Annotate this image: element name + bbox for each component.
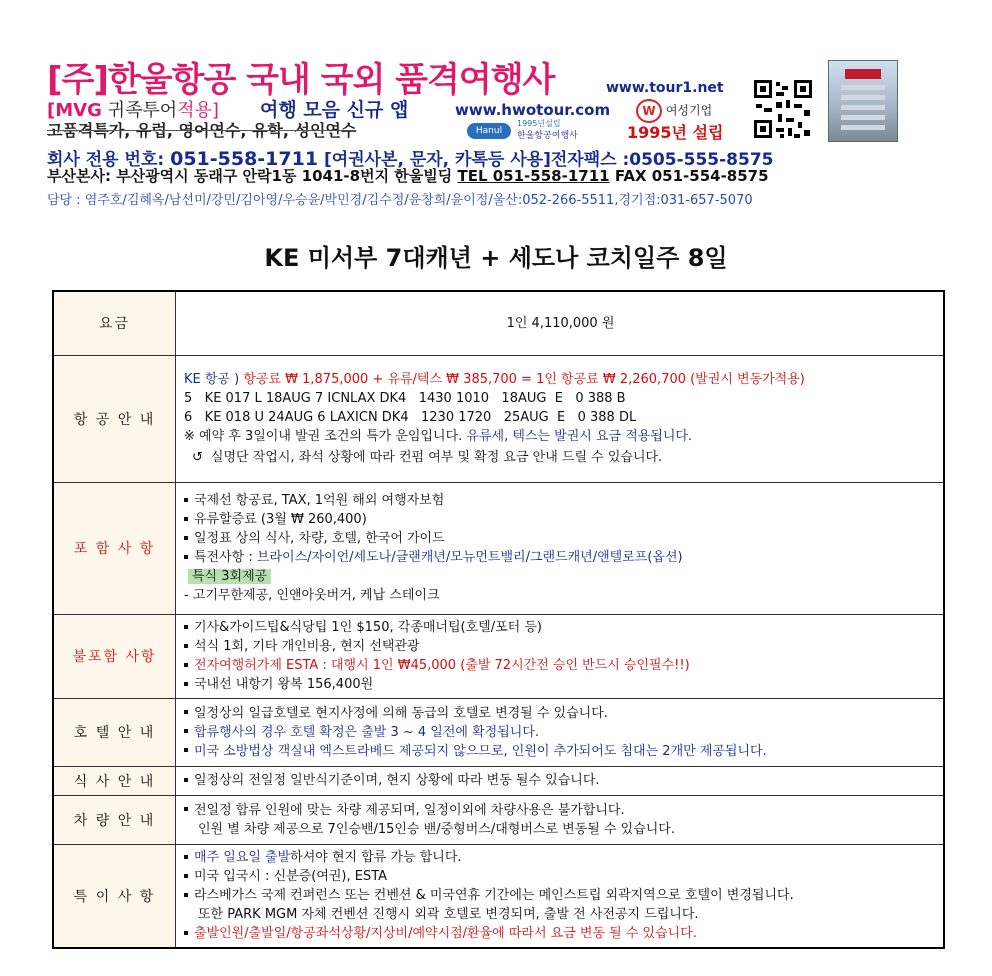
label-hotel: 호 텔 안 내	[53, 698, 176, 766]
label-excluded: 불포함 사항	[53, 614, 176, 698]
mvg-bracket: [MVG	[47, 100, 102, 121]
included-item: 일정표 상의 식사, 차량, 호텔, 한국어 가이드	[184, 529, 937, 548]
air-line-confirm	[184, 448, 937, 467]
air-confirm-note: 실명단 작업시, 좌석 상황에 따라 컨펌 여부 및 확정 요금 안내 드릴 수 있습니다.	[210, 450, 663, 465]
air-line-condition	[184, 427, 937, 446]
female-business-icon: W	[636, 99, 662, 123]
row-included	[53, 482, 944, 614]
label-included: 포 함 사 항	[53, 482, 176, 614]
hanul-logo-mark: Hanul	[467, 123, 511, 139]
female-business-label: 여성기업	[665, 103, 713, 118]
mvg-text-applied: 적용]	[177, 100, 219, 121]
notes-item: 미국 입국시 : 신분증(여권), ESTA	[184, 867, 937, 886]
hanul-logo-name: 한울항공여행사	[517, 131, 578, 141]
building-photo	[828, 60, 898, 142]
label-fare: 요금	[53, 291, 176, 355]
row-excluded	[53, 614, 944, 698]
row-fare	[53, 291, 944, 355]
staff-list: 담당 : 염주호/김혜옥/남선미/강민/김아영/우승윤/박민경/김수정/윤창희/윤이정/울산:052-266-5511,경기점:031-657-5070	[47, 193, 753, 208]
air-segment-1: 5 KE 017 L 18AUG 7 ICNLAX DK4 1430 1010 18AUG E 0 388 B	[184, 391, 626, 406]
air-segment-2: 6 KE 018 U 24AUG 6 LAXICN DK4 1230 1720 25AUG E 0 388 DL	[184, 410, 637, 425]
tagline: 고품격특가, 유럽, 영어연수, 유학, 성인연수	[47, 121, 357, 140]
label-notes: 특 이 사 항	[53, 844, 176, 948]
notes-info	[176, 844, 945, 948]
tour-title: KE 미서부 7대캐년 + 세도나 코치일주 8일	[264, 244, 728, 272]
app-notice: 여행 모음 신규 앱	[260, 99, 409, 121]
phone-number[interactable]: 051-558-1711	[170, 148, 319, 170]
hotel-item: 일정상의 일급호텔로 현지사정에 의해 동급의 호텔로 변경될 수 있습니다.	[184, 704, 937, 723]
label-vehicle: 차 량 안 내	[53, 795, 176, 844]
excluded-item: 기사&가이드팁&식당팁 1인 $150, 각종매너팁(호텔/포터 등)	[184, 618, 937, 637]
included-special	[184, 548, 937, 567]
hotel-info	[176, 698, 945, 766]
row-hotel	[53, 698, 944, 766]
website-link-tour1[interactable]: www.tour1.net	[606, 80, 724, 96]
fare-value: 1인 4,110,000 원	[176, 291, 945, 355]
address-tel[interactable]: TEL 051-558-1711	[457, 167, 610, 185]
air-carrier: KE 항공 )	[184, 372, 244, 387]
special-meal-badge: 특식 3회제공	[188, 569, 271, 584]
special-detail: 브라이스/자이언/세도나/글랜캐년/모뉴먼트밸리/그랜드캐년/앤텔로프(옵션)	[256, 550, 683, 565]
address-text: 부산본사: 부산광역시 동래구 안락1동 1041-8번지 한울빌딩	[47, 167, 453, 185]
included-item: 유류할증료 (3월 ₩ 260,400)	[184, 510, 937, 529]
included-info	[176, 482, 945, 614]
agency-header	[0, 0, 992, 215]
included-item: 국제선 항공료, TAX, 1억원 해외 여행자보험	[184, 491, 937, 510]
tour-info-table	[52, 290, 945, 949]
special-label: 특전사항 :	[194, 550, 257, 565]
notes-item-cont: 또한 PARK MGM 자체 컨벤션 진행시 외곽 호텔로 변경되며, 출발 전 사전공지 드립니다.	[198, 907, 699, 923]
refresh-icon: ↺	[192, 450, 203, 465]
label-air: 항 공 안 내	[53, 355, 176, 482]
air-line-fare	[184, 370, 937, 389]
founded-year: 1995년 설립	[627, 123, 724, 142]
hanul-logo	[467, 119, 617, 141]
phone-label: 회사 전용 번호:	[47, 150, 165, 170]
row-vehicle	[53, 795, 944, 844]
air-info	[176, 355, 945, 482]
excluded-info	[176, 614, 945, 698]
hotel-item: 미국 소방법상 객실내 엑스트라베드 제공되지 않으므로, 인원이 추가되어도 침대는 2개만 제공됩니다.	[184, 742, 937, 761]
website-link-hwotour[interactable]: www.hwotour.com	[455, 101, 611, 119]
hanul-logo-year: 1995년설립	[517, 119, 561, 128]
air-tax-note: 유류세, 텍스는 발권시 요금 적용됩니다.	[466, 429, 693, 444]
notes-item: 출발인원/출발일/항공좌석상황/지상비/예약시점/환율에 따라서 요금 변동 될 수 있습니다.	[184, 924, 937, 943]
vehicle-info	[176, 795, 945, 844]
notes-item: 라스베가스 국제 컨퍼런스 또는 컨벤션 & 미국연휴 기간에는 메인스트립 외곽지역으로 호텔이 변경됩니다.	[184, 886, 937, 905]
phone-note: [여권사본, 문자, 카톡등 사용]전자팩스 :0505-555-8575	[324, 150, 774, 170]
vehicle-item-cont: 인원 별 차량 제공으로 7인승밴/15인승 밴/중형버스/대형버스로 변동될 수 있습니다.	[198, 821, 675, 837]
address-fax: FAX 051-554-8575	[614, 167, 769, 185]
excluded-item: 전자여행허가제 ESTA : 대행시 1인 ₩45,000 (출발 72시간전 승인 반드시 승인필수!!)	[184, 656, 937, 675]
meal-badge-line	[184, 567, 937, 586]
mvg-text: 귀족투어	[101, 100, 178, 121]
special-meal-detail: - 고기무한제공, 인앤아웃버거, 케납 스테이크	[184, 588, 440, 603]
row-meal	[53, 766, 944, 795]
company-name: [주]한울항공 국내 국외 품격여행사	[47, 60, 555, 100]
excluded-item: 석식 1회, 기타 개인비용, 현지 선택관광	[184, 637, 937, 656]
qr-code-icon[interactable]	[752, 78, 814, 140]
air-condition: ※ 예약 후 3일이내 발권 조건의 특가 운임입니다.	[184, 429, 467, 444]
address-line	[47, 165, 769, 186]
hotel-item: 합류행사의 경우 호텔 확정은 출발 3 ~ 4 일전에 확정됩니다.	[184, 723, 937, 742]
meal-item: 일정상의 전일정 일반식기준이며, 현지 상황에 따라 변동 될수 있습니다.	[184, 771, 937, 790]
air-fare-detail: 항공료 ₩ 1,875,000 + 유류/텍스 ₩ 385,700 = 1인 항공료 ₩ 2,260,700 (발권시 변동가적용)	[243, 372, 805, 387]
excluded-item: 국내선 내항기 왕복 156,400원	[184, 675, 937, 694]
meal-info	[176, 766, 945, 795]
notes-item: 매주 일요일 출발하셔야 현지 합류 가능 합니다.	[184, 848, 937, 867]
row-notes	[53, 844, 944, 948]
label-meal: 식 사 안 내	[53, 766, 176, 795]
vehicle-item: 전일정 합류 인원에 맞는 차량 제공되며, 일정이외에 차량사용은 불가합니다.	[184, 801, 937, 820]
row-air	[53, 355, 944, 482]
